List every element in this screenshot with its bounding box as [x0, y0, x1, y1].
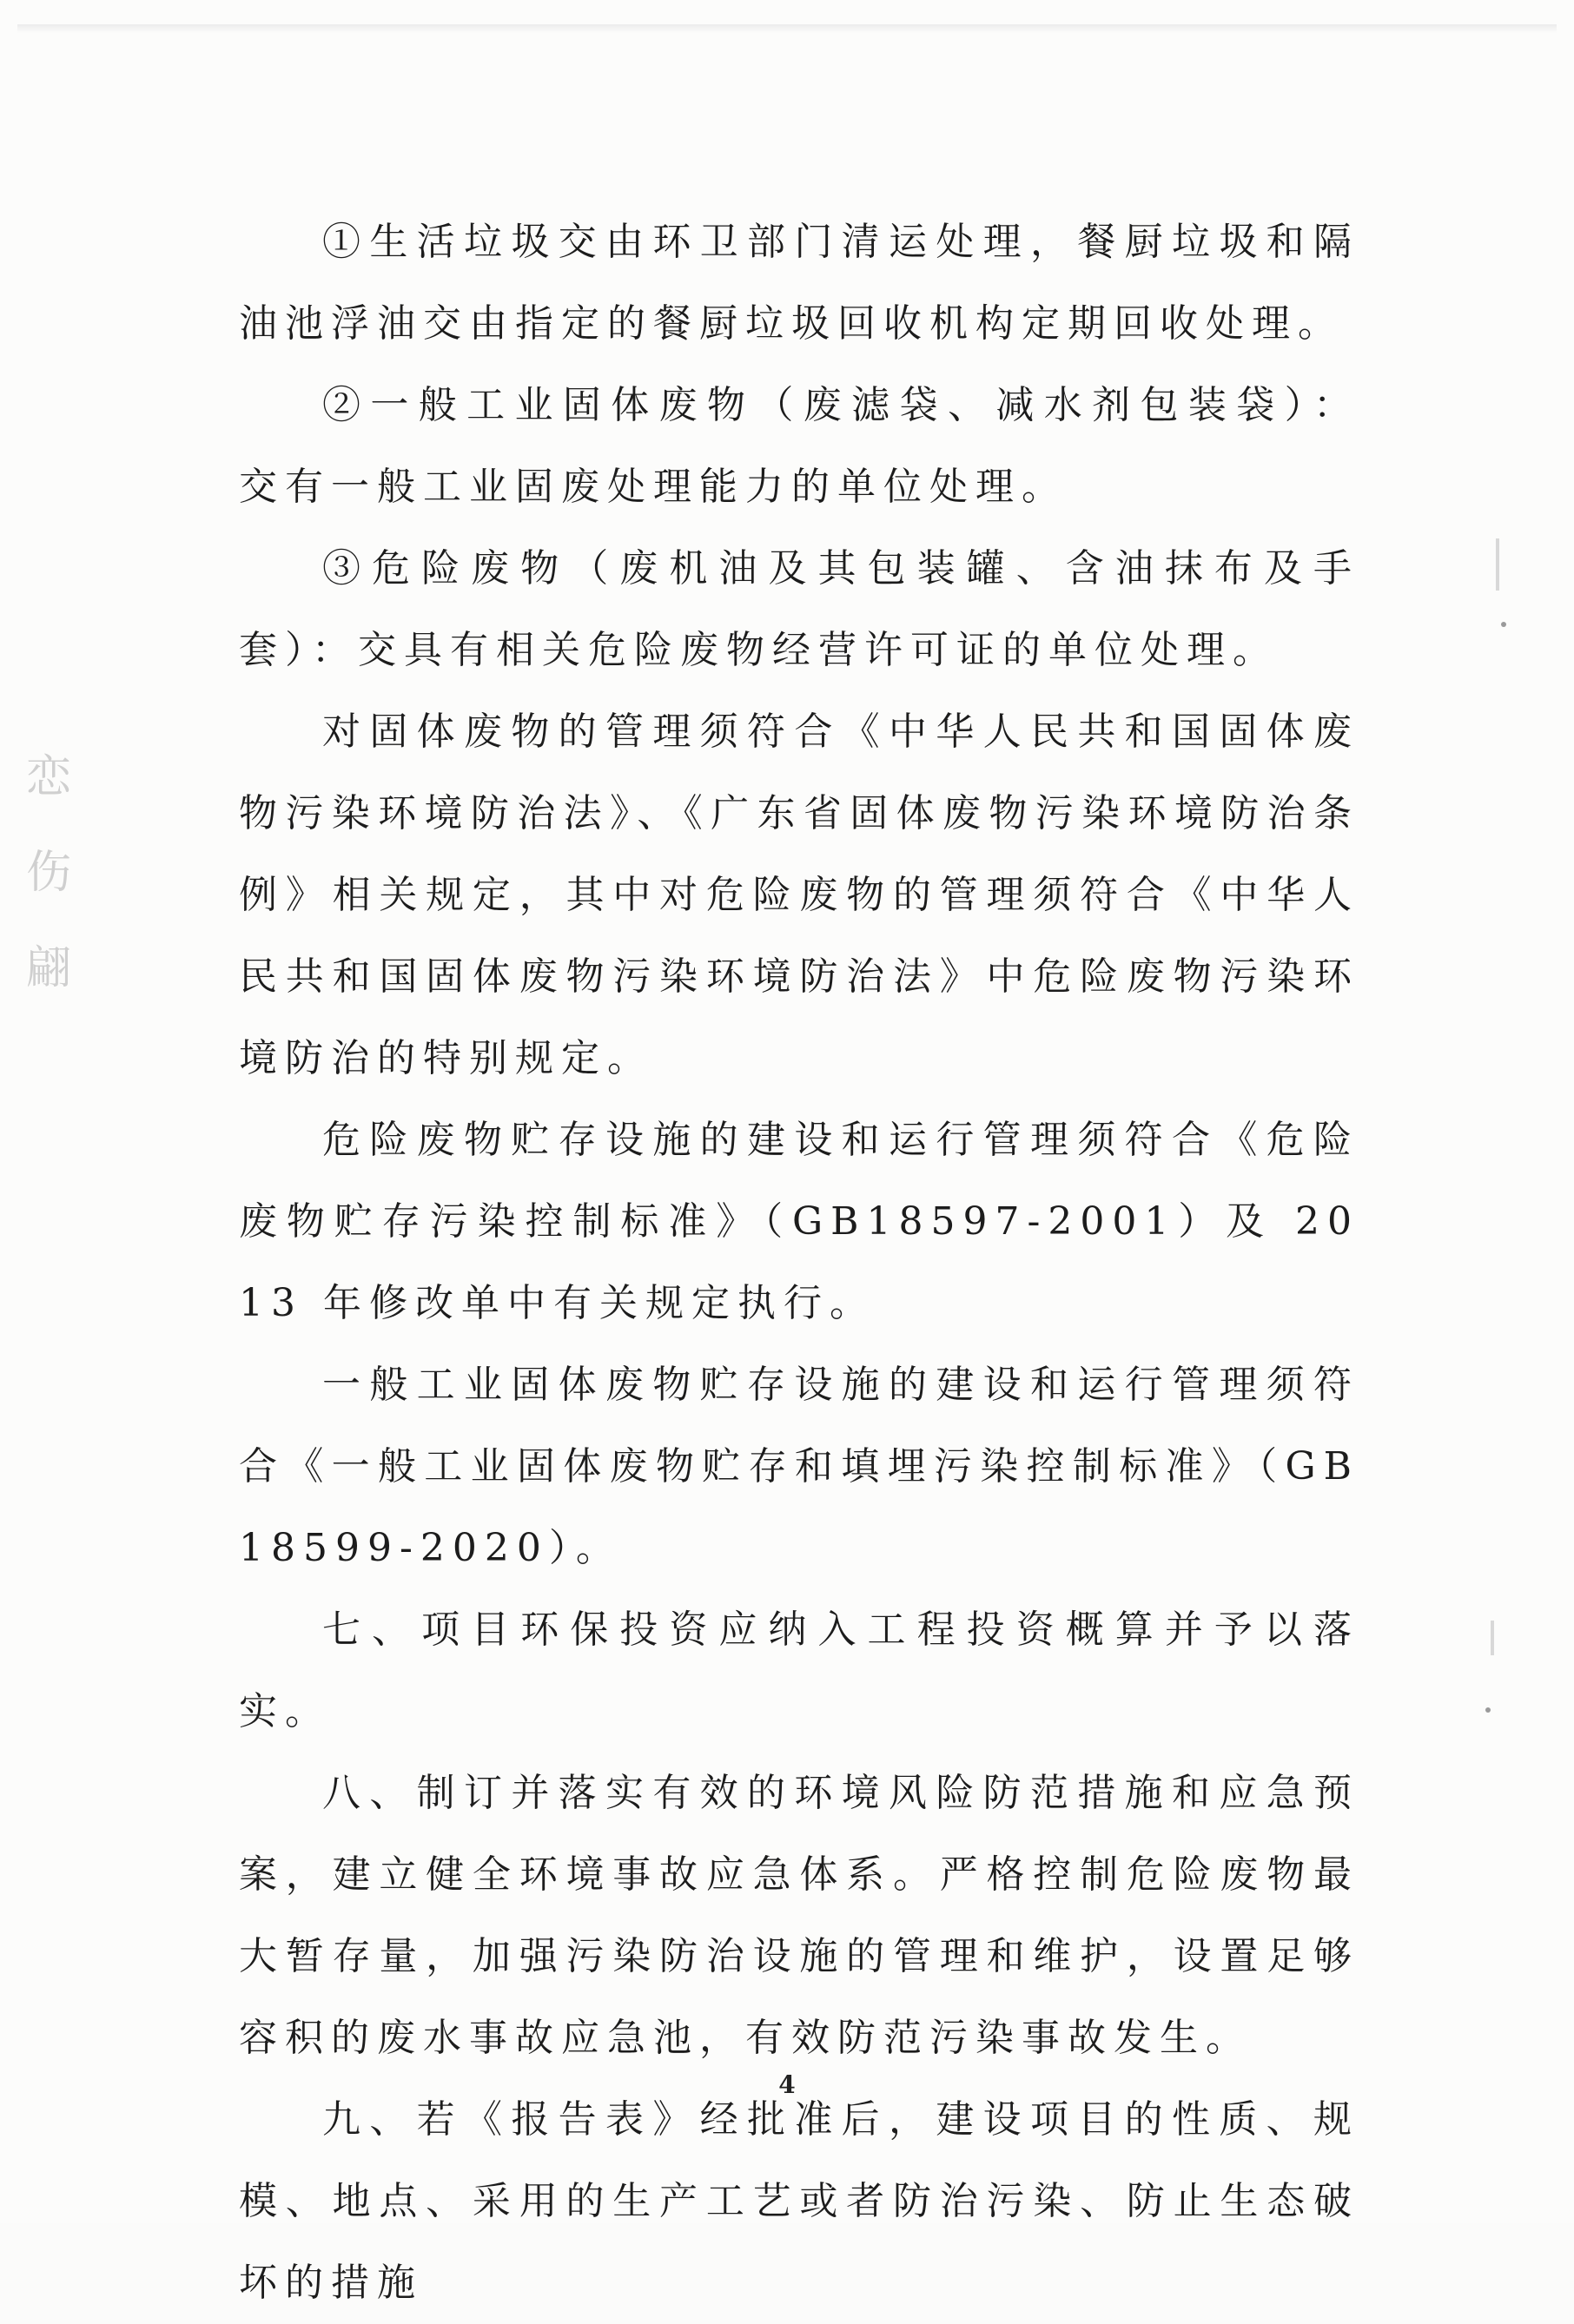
paragraph-hazardous-storage-standard: 危险废物贮存设施的建设和运行管理须符合《危险废物贮存污染控制标准》（GB18597-2001）及 2013 年修改单中有关规定执行。: [239, 1118, 1359, 1325]
scan-edge-dot: [1485, 1707, 1491, 1713]
paragraph-domestic-waste: ①生活垃圾交由环卫部门清运处理，餐厨垃圾和隔油池浮油交由指定的餐厨垃圾回收机构定期回收处理。: [239, 220, 1359, 346]
seal-bleed-through: 恋 伤 翩: [26, 751, 72, 994]
paragraph-solid-waste-management: 对固体废物的管理须符合《中华人民共和国固体废物污染环境防治法》、《广东省固体废物污染环境防治条例》相关规定，其中对危险废物的管理须符合《中华人民共和国固体废物污染环境防治法》中危险废物污染环境防治的特别规定。: [239, 710, 1359, 1080]
paragraph-item-seven: 七、项目环保投资应纳入工程投资概算并予以落实。: [239, 1608, 1359, 1733]
paragraph-general-storage-standard: 一般工业固体废物贮存设施的建设和运行管理须符合《一般工业固体废物贮存和填埋污染控制标准》（GB18599-2020）。: [239, 1363, 1359, 1570]
page-number: 4: [778, 2070, 796, 2099]
scan-edge-dot: [1501, 622, 1506, 627]
paragraph-hazardous-waste: ③危险废物（废机油及其包装罐、含油抹布及手套）：交具有相关危险废物经营许可证的单位处理。: [239, 546, 1359, 672]
paragraph-item-eight: 八、制订并落实有效的环境风险防范措施和应急预案，建立健全环境事故应急体系。严格控制危险废物最大暂存量，加强污染防治设施的管理和维护，设置足够容积的废水事故应急池，有效防范污染事故发生。: [239, 1771, 1359, 2060]
scan-edge-mark: [1491, 1621, 1494, 1655]
body-text: [239, 201, 1359, 2324]
scan-edge-mark: [1496, 538, 1499, 591]
scan-top-edge: [17, 24, 1557, 33]
paragraph-general-industrial-waste: ②一般工业固体废物（废滤袋、减水剂包装袋）：交有一般工业固废处理能力的单位处理。: [239, 383, 1359, 509]
paragraph-item-nine: 九、若《报告表》经批准后，建设项目的性质、规模、地点、采用的生产工艺或者防治污染、防止生态破坏的措施: [239, 2097, 1359, 2305]
